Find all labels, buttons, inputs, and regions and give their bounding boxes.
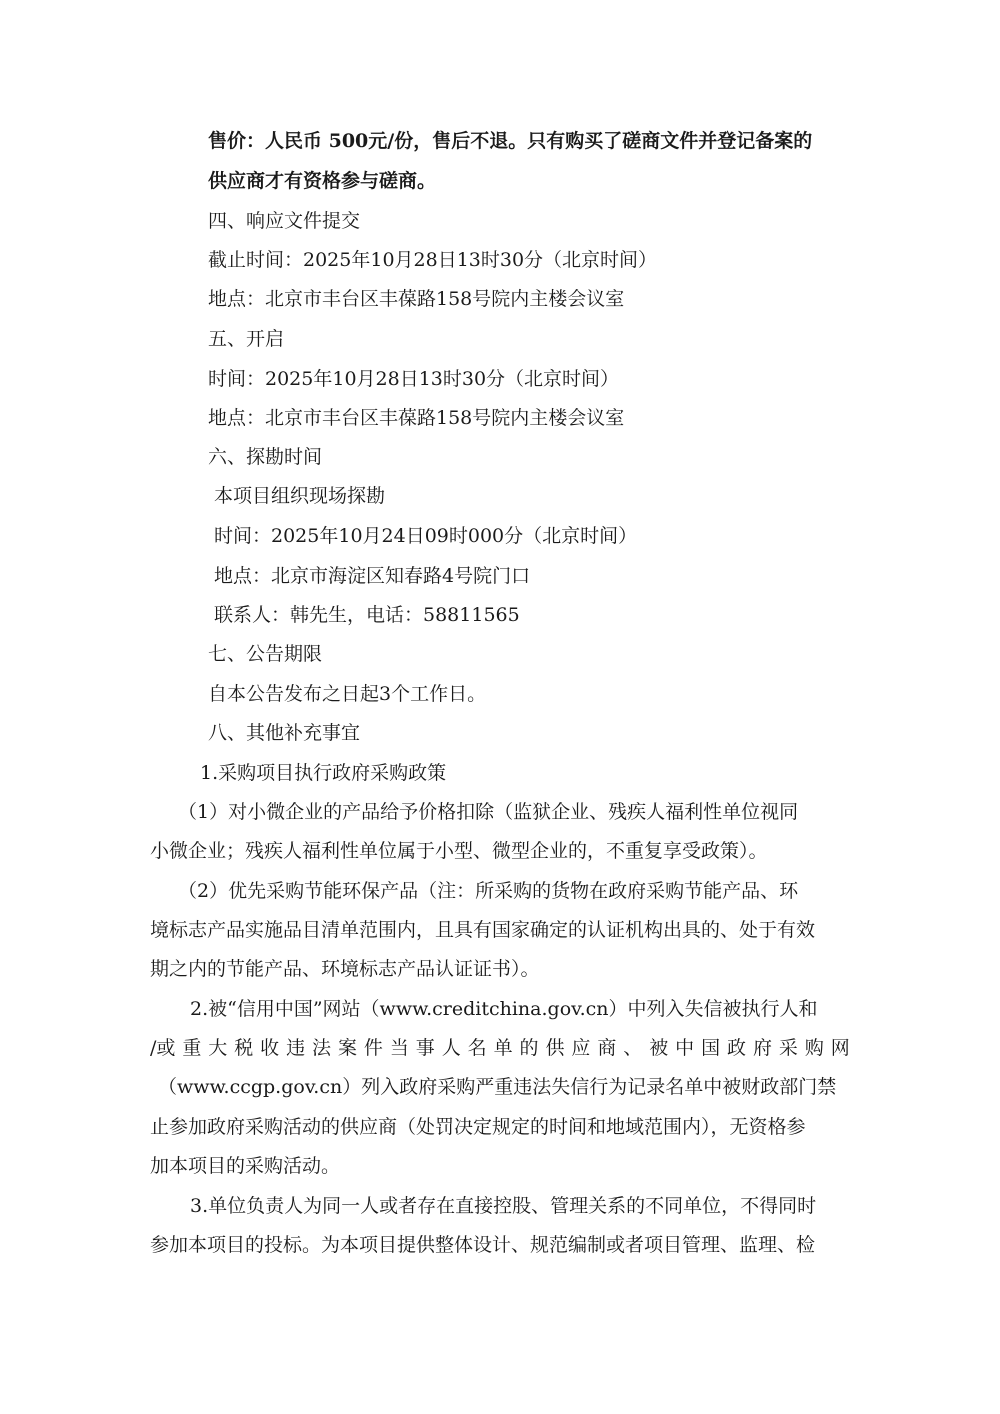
spaced-char: 案 (337, 1037, 357, 1059)
spaced-char: 应 (571, 1037, 591, 1059)
item-2-text-cont-2: （www.ccgp.gov.cn）列入政府采购严重违法失信行为记录名单中被财政部门禁 (158, 1076, 837, 1098)
survey-note: 本项目组织现场探勘 (214, 485, 386, 507)
spaced-char: 府 (752, 1037, 772, 1059)
section-heading-opening: 五、开启 (208, 328, 285, 350)
section-heading-period: 七、公告期限 (208, 643, 323, 665)
spaced-char: 网 (830, 1037, 850, 1059)
spaced-char: 、 (623, 1037, 643, 1059)
spaced-char: 采 (778, 1037, 798, 1059)
section-heading-other: 八、其他补充事宜 (208, 722, 361, 744)
spaced-char: 被 (649, 1037, 669, 1059)
item-2-text: 2.被“信用中国”网站（www.creditchina.gov.cn）中列入失信被执行人和 (190, 998, 818, 1020)
spaced-char: 事 (415, 1037, 435, 1059)
item-1-sub-1: （1）对小微企业的产品给予价格扣除（监狱企业、残疾人福利性单位视同 (178, 801, 799, 823)
item-3-text: 3.单位负责人为同一人或者存在直接控股、管理关系的不同单位，不得同时 (190, 1195, 817, 1217)
survey-contact: 联系人：韩先生，电话：58811565 (214, 604, 520, 626)
spaced-char: 违 (286, 1037, 306, 1059)
spaced-char: 重 (182, 1037, 202, 1059)
spaced-char: 国 (701, 1037, 721, 1059)
opening-location: 地点：北京市丰台区丰葆路158号院内主楼会议室 (208, 407, 625, 429)
spaced-char: 中 (675, 1037, 695, 1059)
item-2-text-cont-4: 加本项目的采购活动。 (150, 1155, 341, 1177)
item-1-sub-2: （2）优先采购节能环保产品（注：所采购的货物在政府采购节能产品、环 (178, 880, 799, 902)
spaced-char: 的 (519, 1037, 539, 1059)
item-1-sub-2-cont: 境标志产品实施品目清单范围内，且具有国家确定的认证机构出具的、处于有效 (150, 919, 816, 941)
spaced-char: 大 (208, 1037, 228, 1059)
submission-location: 地点：北京市丰台区丰葆路158号院内主楼会议室 (208, 288, 625, 310)
item-1-sub-2-cont-2: 期之内的节能产品、环境标志产品认证证书）。 (150, 958, 540, 980)
spaced-char: 购 (804, 1037, 824, 1059)
spaced-char: /或 (150, 1037, 176, 1059)
price-text: 售价：人民币 500元/份，售后不退。只有购买了磋商文件并登记备案的 (208, 130, 813, 152)
spaced-char: 名 (467, 1037, 487, 1059)
item-2-text-cont-3: 止参加政府采购活动的供应商（处罚决定规定的时间和地域范围内），无资格参 (150, 1116, 806, 1138)
spaced-char: 件 (363, 1037, 383, 1059)
section-heading-submission: 四、响应文件提交 (208, 210, 361, 232)
item-1-sub-1-cont: 小微企业；残疾人福利性单位属于小型、微型企业的，不重复享受政策）。 (150, 840, 768, 862)
survey-location: 地点：北京市海淀区知春路4号院门口 (214, 565, 531, 587)
period-text: 自本公告发布之日起3个工作日。 (208, 683, 487, 705)
price-text-cont: 供应商才有资格参与磋商。 (208, 170, 437, 192)
spaced-char: 当 (389, 1037, 409, 1059)
submission-deadline: 截止时间：2025年10月28日13时30分（北京时间） (208, 249, 658, 271)
item-3-text-cont: 参加本项目的投标。为本项目提供整体设计、规范编制或者项目管理、监理、检 (150, 1234, 816, 1256)
spaced-char: 商 (597, 1037, 617, 1059)
survey-time: 时间：2025年10月24日09时000分（北京时间） (214, 525, 638, 547)
item-1-heading: 1.采购项目执行政府采购政策 (200, 762, 447, 784)
spaced-char: 收 (260, 1037, 280, 1059)
section-heading-survey: 六、探勘时间 (208, 446, 323, 468)
spaced-char: 供 (545, 1037, 565, 1059)
spaced-char: 税 (234, 1037, 254, 1059)
spaced-char: 人 (441, 1037, 461, 1059)
spaced-char: 政 (727, 1037, 747, 1059)
spaced-char: 法 (312, 1037, 332, 1059)
spaced-char: 单 (493, 1037, 513, 1059)
item-2-text-cont (150, 1036, 850, 1060)
opening-time: 时间：2025年10月28日13时30分（北京时间） (208, 368, 620, 390)
